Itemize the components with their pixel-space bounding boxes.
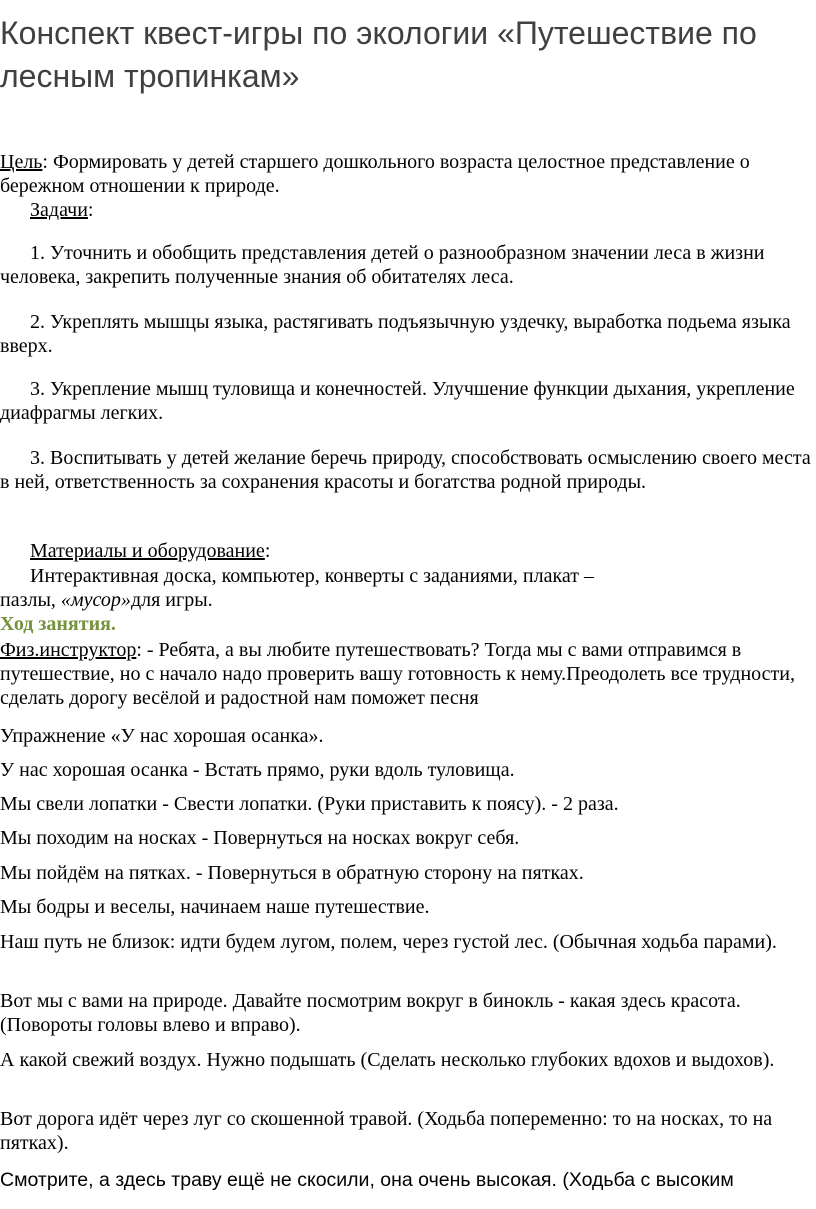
tasks-heading: Задачи:: [30, 199, 94, 221]
materials-line-2: пазлы, «мусор»для игры.: [0, 589, 213, 611]
last-line: Смотрите, а здесь траву ещё не скосили, она очень высокая. (Ходьба с высоким: [0, 1169, 734, 1191]
document-title: Конспект квест-игры по экологии «Путешествие по лесным тропинкам»: [0, 15, 757, 94]
exercise-line: У нас хорошая осанка - Встать прямо, руки вдоль туловища.: [0, 759, 515, 781]
instructor-text: : - Ребята, а вы любите путешествовать? Тогда мы с вами отправимся в путешествие, но с начало надо проверить вашу готовность к нему.Преодолеть все трудности, сделать дорогу весёлой и радостной нам поможет песня: [0, 639, 795, 709]
goal-paragraph: [0, 150, 812, 198]
exercise-line: Мы бодры и веселы, начинаем наше путешествие.: [0, 896, 430, 918]
exercise-line: Мы пойдём на пятках. - Повернуться в обратную сторону на пятках.: [0, 862, 584, 884]
task-item-3: 3. Укрепление мышц туловища и конечностей. Улучшение функции дыхания, укрепление диафрагмы легких.: [0, 378, 795, 424]
goal-text: : Формировать у детей старшего дошкольного возраста целостное представление о бережном отношении к природе.: [0, 151, 750, 197]
instructor-paragraph: [0, 638, 812, 710]
exercise-line: Мы походим на носках - Повернуться на носках вокруг себя.: [0, 827, 520, 849]
exercise-line: Мы свели лопатки - Свести лопатки. (Руки приставить к поясу). - 2 раза.: [0, 793, 619, 815]
goal-label: Цель: [0, 151, 43, 173]
tasks-label: Задачи: [30, 199, 88, 221]
exercise-line: Вот мы с вами на природе. Давайте посмотрим вокруг в бинокль - какая здесь красота. (Повороты головы влево и вправо).: [0, 990, 741, 1036]
materials-line-1: Интерактивная доска, компьютер, конверты с заданиями, плакат –: [30, 565, 594, 587]
exercise-line: А какой свежий воздух. Нужно подышать (Сделать несколько глубоких вдохов и выдохов).: [0, 1049, 775, 1071]
materials-heading: Материалы и оборудование:: [30, 540, 271, 562]
instructor-label: Физ.инструктор: [0, 639, 137, 661]
exercise-title: Упражнение «У нас хорошая осанка».: [0, 725, 324, 747]
materials-italic: «мусор»: [60, 589, 131, 611]
task-item-4: 3. Воспитывать у детей желание беречь природу, способствовать осмыслению своего места в ней, ответственность за сохранения красоты и богатства родной природы.: [0, 447, 811, 493]
exercise-line: Вот дорога идёт через луг со скошенной травой. (Ходьба попеременно: то на носках, то на пятках).: [0, 1108, 773, 1154]
task-item-1: 1. Уточнить и обобщить представления детей о разнообразном значении леса в жизни человека, закрепить полученные знания об обитателях леса.: [0, 242, 765, 288]
exercise-line: Наш путь не близок: идти будем лугом, полем, через густой лес. (Обычная ходьба парами).: [0, 931, 777, 953]
materials-label: Материалы и оборудование: [30, 540, 265, 562]
lesson-heading: Ход занятия.: [0, 613, 116, 635]
task-item-2: 2. Укреплять мышцы языка, растягивать подъязычную уздечку, выработка подьема языка вверх.: [0, 311, 791, 357]
